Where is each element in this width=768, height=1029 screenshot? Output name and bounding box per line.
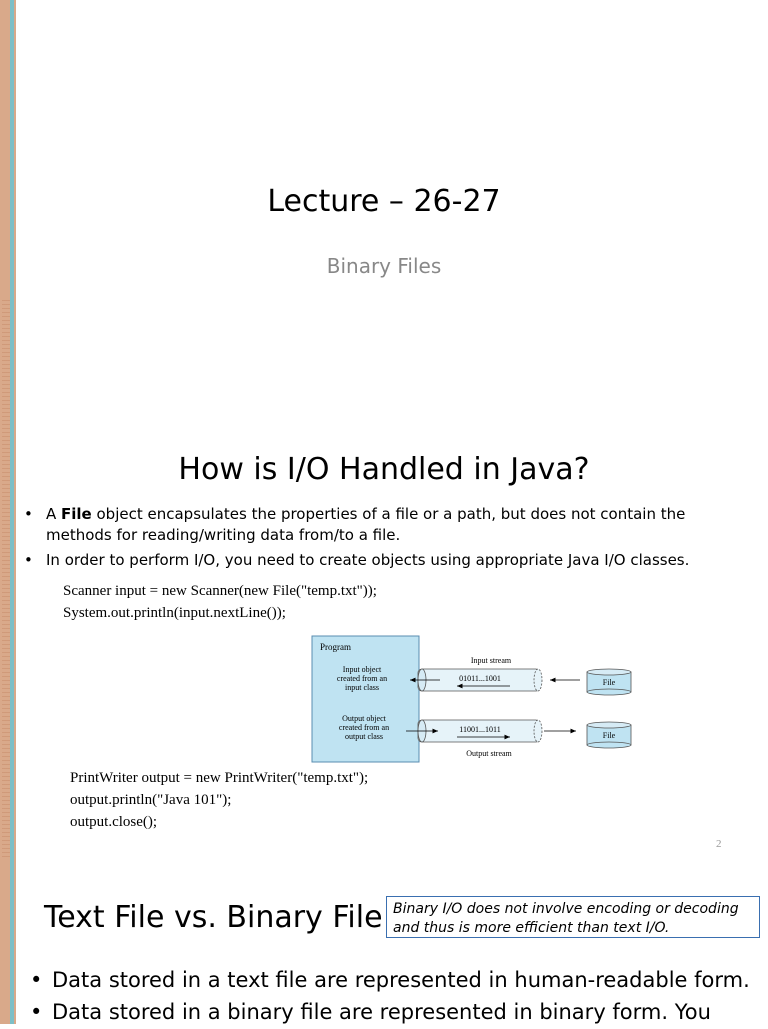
bullet-bold-file: File xyxy=(61,505,92,523)
bullet-item xyxy=(30,965,760,995)
file-label: File xyxy=(602,678,616,687)
stripe-accent xyxy=(10,0,14,1024)
program-label: Program xyxy=(320,642,351,652)
output-object-line: created from an xyxy=(338,723,390,732)
output-object-line: output class xyxy=(345,732,383,741)
input-stream-label: Input stream xyxy=(470,656,512,665)
io-slide-title: How is I/O Handled in Java? xyxy=(178,452,590,487)
bullet-dot: • xyxy=(24,505,33,523)
output-code-block xyxy=(70,767,368,833)
binary-io-callout: Binary I/O does not involve encoding or decoding and thus is more efficient than text I/O. xyxy=(386,896,760,938)
text-vs-binary-bullets xyxy=(30,965,760,1029)
text-vs-binary-title: Text File vs. Binary File xyxy=(44,900,383,935)
bullet-text: Data stored in a text file are represented in human-readable form. xyxy=(52,968,750,992)
output-stream-label: Output stream xyxy=(466,749,512,758)
bullet-text: Data stored in a binary file are represented in binary form. You xyxy=(52,1000,711,1024)
output-stream-data: 11001...1011 xyxy=(459,725,501,734)
slide-number: 2 xyxy=(716,838,722,850)
bullet-text: In order to perform I/O, you need to create objects using appropriate Java I/O classes. xyxy=(46,551,690,569)
bullet-item xyxy=(24,504,754,546)
file-label: File xyxy=(602,731,616,740)
bullet-prefix: A xyxy=(46,505,62,523)
left-decorative-stripe xyxy=(0,0,16,1024)
bullet-item xyxy=(30,997,760,1027)
input-object-line: input class xyxy=(345,683,379,692)
bullet-dot: • xyxy=(30,1000,43,1024)
io-stream-diagram xyxy=(310,634,640,766)
code-line: output.close(); xyxy=(70,814,158,830)
bullet-rest: object encapsulates the properties of a file or a path, but does not contain the methods for reading/writing data from/to a file. xyxy=(46,505,686,544)
code-line: System.out.println(input.nextLine()); xyxy=(63,605,286,621)
output-object-line: Output object xyxy=(342,714,386,723)
code-line: Scanner input = new Scanner(new File("temp.txt")); xyxy=(63,583,377,599)
code-line: PrintWriter output = new PrintWriter("temp.txt"); xyxy=(70,770,369,786)
bullet-dot: • xyxy=(24,551,33,569)
bullet-item xyxy=(24,550,754,571)
input-stream-data: 01011...1001 xyxy=(459,674,501,683)
input-code-block xyxy=(63,580,377,624)
code-line: output.println("Java 101"); xyxy=(70,792,232,808)
program-box xyxy=(312,636,419,762)
lecture-subtitle: Binary Files xyxy=(326,254,442,278)
input-object-line: created from an xyxy=(336,674,388,683)
io-bullet-list xyxy=(24,504,754,575)
input-object-line: Input object xyxy=(342,665,382,674)
bullet-dot: • xyxy=(30,968,43,992)
lecture-title: Lecture – 26-27 xyxy=(267,184,501,219)
